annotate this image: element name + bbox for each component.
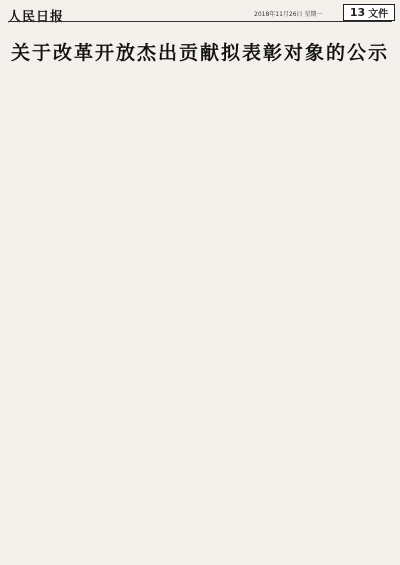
section-name: 文件 bbox=[368, 9, 389, 20]
header-rule bbox=[8, 21, 392, 22]
newspaper-masthead: 人民日报 bbox=[8, 10, 65, 25]
page-number: 13 bbox=[349, 6, 366, 19]
page-marker bbox=[343, 4, 395, 21]
page-headline: 关于改革开放杰出贡献拟表彰对象的公示 bbox=[10, 42, 389, 64]
issue-date: 2018年11月26日 星期一 bbox=[254, 11, 323, 18]
